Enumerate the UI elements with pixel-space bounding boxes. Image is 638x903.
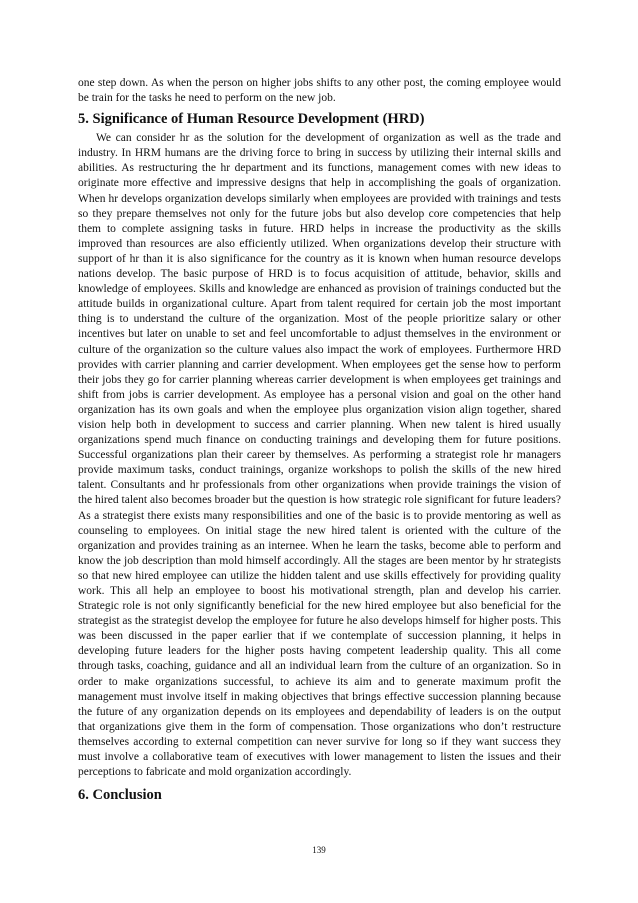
intro-paragraph: one step down. As when the person on higher jobs shifts to any other post, the coming employee would be train for the tasks he need to perform on the new job. [78,77,561,105]
page-number: 139 [312,845,326,855]
document-page [78,76,561,807]
section-5-heading: 5. Significance of Human Resource Development (HRD) [78,111,425,128]
section-5-body: We can consider hr as the solution for the development of organization as well as the trade and industry. In HRM humans are the driving force to bring in success by utilizing their internal skills and abilities. As restructuring the hr department and its functions, management comes with new ideas to originate more effective and impressive designs that help in accomplishing the goals of organization. When hr develops organization develops similarly when employees are provided with trainings and tests so they prepare themselves not only for the future jobs but also develop core competencies that help them to complete assigning tasks in future. HRD helps in increase the productivity as the skills improved than resources are also efficiently utilized. When organizations develop their structure with support of hr than it is also significance for the country as it is known when human resource develops nations develop. The basic purpose of HRD is to focus acquisition of attitude, behavior, skills and knowledge of employees. Skills and knowledge are enhanced as provision of trainings conducted but the attitude builds in organizational culture. Apart from talent required for certain job the most important thing is to understand the culture of the organization. Most of the people prioritize salary or other incentives but later on unable to set and feel uncomfortable to adjust themselves in the environment or culture of the organization so the culture values also impact the work of employees. Furthermore HRD provides with carrier planning and carrier development. When employees get the sense how to perform their jobs they go for carrier planning whereas carrier development is when employees get trainings and shift from jobs is carrier development. As employee has a personal vision and goal on the other hand organization has its own goals and when the employee plus organization vision align together, shared vision help both in development to success and carrier planning. When new talent is hired usually organizations spend much finance on conducting trainings and developing them for future positions. Successful organizations plan their career by themselves. As performing a strategist role hr managers provide maximum tasks, conduct trainings, organize workshops to polish the skills of the new hired talent. Consultants and hr professionals from other organizations when provide trainings the vision of the hired talent also becomes broader but the question is how strategic role significant for future leaders? As a strategist there exists many responsibilities and one of the basic is to provide mentoring as well as counseling to employees. On initial stage the new hired talent is oriented with the culture of the organization and provides training as an internee. When he learn the tasks, become able to perform and know the job description than mold himself accordingly. All the stages are been mentor by hr strategists so that new hired employee can utilize the hidden talent and use skills effectively for providing quality work. This all help an employee to boost his motivational strength, plan and develop his carrier. Strategic role is not only significantly beneficial for the new hired employee but also beneficial for the strategist as the strategist develop the employee for future he also develops himself for higher posts. This was been discussed in the paper earlier that if we contemplate of succession planning, it helps in developing future leaders for the higher posts having competent leadership quality. This all come through tasks, coaching, guidance and all an individual learn from the culture of an organization. So in order to make organizations successful, to achieve its aim and to generate maximum profit the management must involve itself in making objectives that brings effective succession planning because the future of any organization depends on its employees and dependability of leaders is on the output that organizations give them in the form of compensation. Those organizations who don’t restructure themselves according to external competition can never survive for long so if they want success they must involve a collaborative team of executives with lower management to listen the issues and their perceptions to fabricate and mold organization accordingly. [78,132,561,779]
section-6-heading: 6. Conclusion [78,787,162,804]
